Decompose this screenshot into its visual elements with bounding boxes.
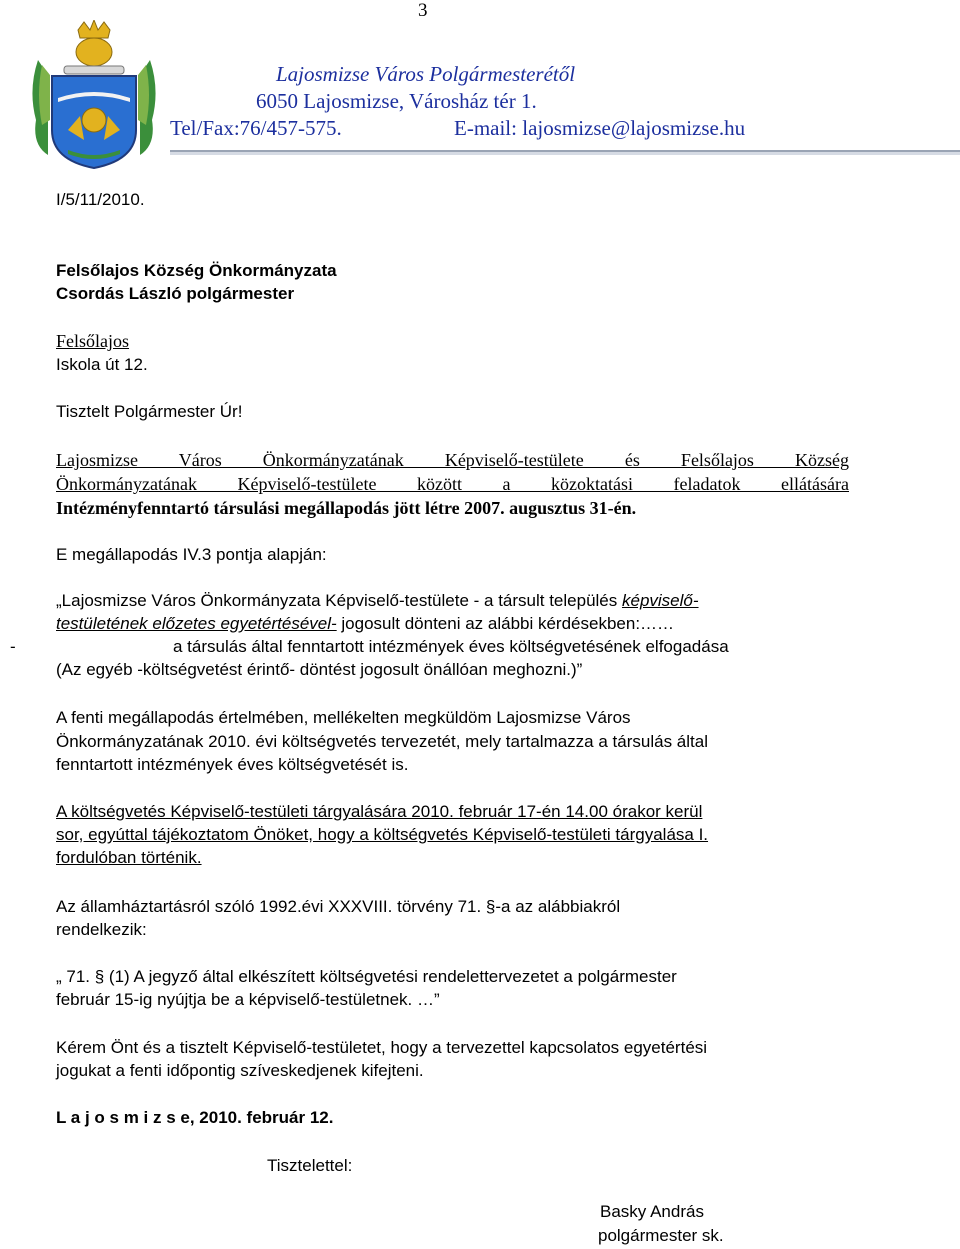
recipient-organization: Felsőlajos Község Önkormányzata <box>56 261 337 280</box>
letterhead-divider <box>170 150 960 155</box>
recipient-person: Csordás László polgármester <box>56 284 295 303</box>
para2-line-3: fordulóban történik. <box>56 848 202 867</box>
recipient-street: Iskola út 12. <box>56 355 148 374</box>
para1-line-2: Önkormányzatának 2010. évi költségvetés tervezetét, mely tartalmazza a társulás által <box>56 732 708 751</box>
closing-greeting: Tisztelettel: <box>267 1156 353 1175</box>
quote-list-item: a társulás által fenntartott intézmények éves költségvetésének elfogadása <box>173 637 729 656</box>
quote-line-1-emphasis: képviselő- <box>621 591 699 610</box>
para3-line-2: rendelkezik: <box>56 920 147 939</box>
letterhead-phone: Tel/Fax:76/457-575. <box>170 116 342 140</box>
page-number: 3 <box>418 0 428 21</box>
agreement-reference: E megállapodás IV.3 pontja alapján: <box>56 545 327 564</box>
intro-line-2: Önkormányzatának Képviselő-testülete között a közoktatási feladatok ellátására <box>56 474 849 494</box>
para4-line-2: február 15-ig nyújtja be a képviselő-testületnek. …” <box>56 990 440 1009</box>
para2-line-2: sor, egyúttal tájékoztatom Önöket, hogy a költségvetés Képviselő-testületi tárgyalása I. <box>56 825 709 844</box>
para5-line-2: jogukat a fenti időpontig szíveskedjenek kifejteni. <box>56 1061 424 1080</box>
quote-line-2 <box>56 612 674 635</box>
para3-line-1: Az államháztartásról szóló 1992.évi XXXVIII. törvény 71. §-a az alábbiakról <box>56 897 621 916</box>
para4-line-1: „ 71. § (1) A jegyző által elkészített költségvetési rendelettervezetet a polgármester <box>56 967 677 986</box>
intro-line-3: Intézményfenntartó társulási megállapodás jött létre 2007. augusztus 31-én. <box>56 498 637 518</box>
letterhead-email: E-mail: lajosmizse@lajosmizse.hu <box>454 116 746 140</box>
para1-line-3: fenntartott intézmények éves költségvetését is. <box>56 755 409 774</box>
quote-line-1-text: „Lajosmizse Város Önkormányzata Képviselő-testülete - a társult település <box>56 591 622 610</box>
reference-number: I/5/11/2010. <box>56 190 145 209</box>
quote-line-2-text: jogosult dönteni az alábbi kérdésekben:…… <box>336 614 675 633</box>
para2-line-1: A költségvetés Képviselő-testületi tárgyalására 2010. február 17-én 14.00 órakor kerül <box>56 802 703 821</box>
para5-line-1: Kérem Önt és a tisztelt Képviselő-testületet, hogy a tervezettel kapcsolatos egyetértési <box>56 1038 708 1057</box>
quote-line-2-emphasis: testületének előzetes egyetértésével- <box>56 614 337 633</box>
quote-line-4: (Az egyéb -költségvetést érintő- döntést jogosult önállóan meghozni.)” <box>56 660 583 679</box>
quote-bullet: - <box>10 637 16 656</box>
para1-line-1: A fenti megállapodás értelmében, mellékelten megküldöm Lajosmizse Város <box>56 708 631 727</box>
letterhead-line-1: Lajosmizse Város Polgármesterétől <box>276 62 576 86</box>
signatory-title: polgármester sk. <box>598 1226 724 1245</box>
signatory-name: Basky András <box>600 1202 704 1221</box>
coat-of-arms-logo <box>28 20 160 170</box>
place-and-date: L a j o s m i z s e, 2010. február 12. <box>56 1108 334 1127</box>
recipient-city: Felsőlajos <box>56 331 130 351</box>
salutation: Tisztelt Polgármester Úr! <box>56 402 243 421</box>
letterhead-address: 6050 Lajosmizse, Városház tér 1. <box>256 89 537 113</box>
quote-line-1 <box>56 589 699 612</box>
intro-line-1: Lajosmizse Város Önkormányzatának Képviselő-testülete és Felsőlajos Község <box>56 450 849 470</box>
